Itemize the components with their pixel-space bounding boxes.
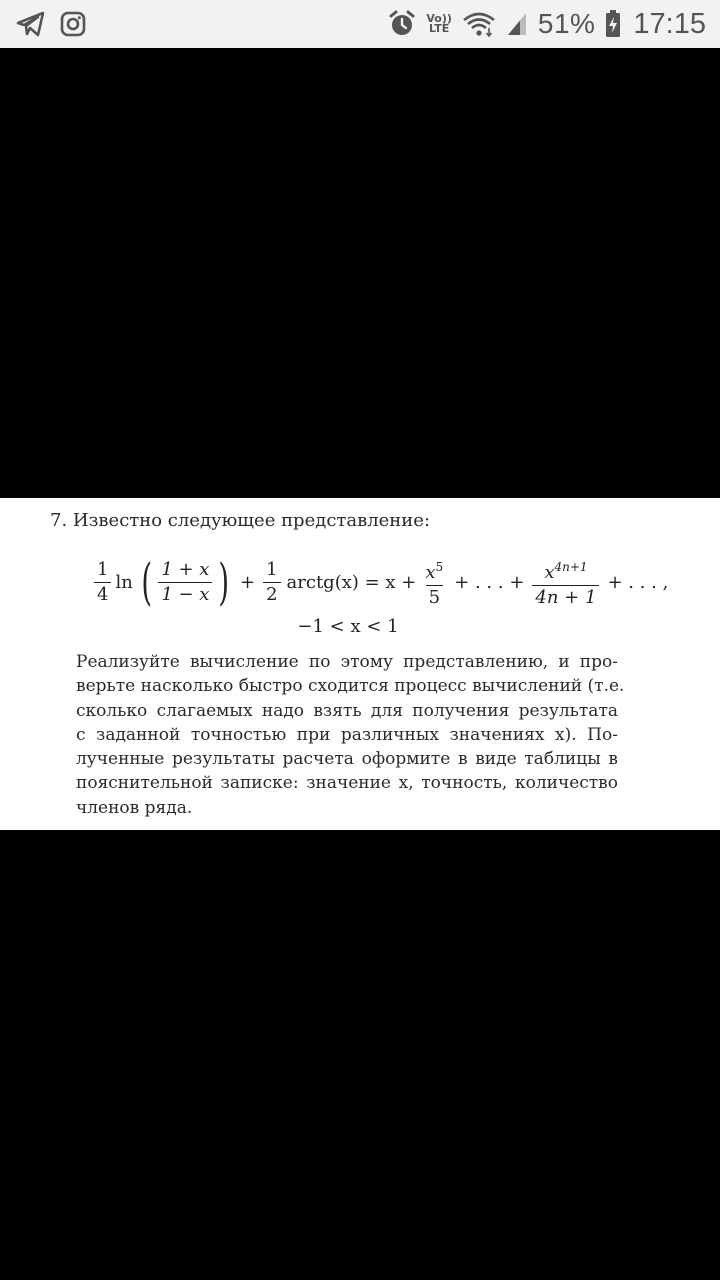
left-paren: ( bbox=[141, 553, 152, 611]
volte-top-label: Vo)) bbox=[426, 12, 452, 25]
right-paren: ) bbox=[218, 553, 230, 611]
fraction-denominator: 2 bbox=[263, 582, 280, 605]
task-paragraph bbox=[76, 650, 625, 820]
task-heading: 7. Известно следующее представление: bbox=[50, 510, 431, 531]
volte-bottom-label: LTE bbox=[429, 22, 450, 35]
ln-operator: ln bbox=[115, 571, 133, 593]
plus-sign: + bbox=[239, 571, 256, 593]
base-x: x bbox=[544, 561, 555, 583]
signal-icon bbox=[506, 11, 528, 37]
exponent: 4n+1 bbox=[554, 559, 588, 574]
fraction-numerator: 1 bbox=[266, 558, 278, 580]
paragraph-line: сколько слагаемых надо взять для получения результата bbox=[76, 700, 618, 721]
fraction-numerator bbox=[422, 557, 446, 585]
exponent: 5 bbox=[435, 559, 444, 574]
series-tail: + . . . , bbox=[607, 571, 669, 593]
status-bar bbox=[0, 0, 720, 48]
paragraph-line: лученные результаты расчета оформите в виде таблицы в bbox=[76, 749, 618, 770]
image-viewer[interactable] bbox=[0, 48, 720, 1280]
fraction-denominator: 4n + 1 bbox=[532, 585, 599, 608]
fraction-one-quarter bbox=[94, 560, 111, 605]
telegram-icon bbox=[16, 11, 46, 37]
arctg-term: arctg(x) = x + bbox=[286, 571, 417, 593]
battery-charging-icon bbox=[605, 10, 621, 38]
series-formula bbox=[92, 552, 674, 612]
paragraph-line: членов ряда. bbox=[76, 797, 193, 818]
paragraph-line: Реализуйте вычисление по этому представлению, и про- bbox=[76, 652, 618, 672]
ellipsis-terms: + . . . + bbox=[454, 571, 525, 593]
fraction-denominator: 5 bbox=[426, 585, 443, 608]
fraction-log-argument bbox=[158, 560, 212, 605]
base-x: x bbox=[425, 561, 436, 583]
fraction-numerator bbox=[541, 557, 590, 585]
fraction-one-half bbox=[263, 560, 280, 605]
paragraph-line: с заданной точностью при различных значениях x). По- bbox=[76, 724, 618, 745]
status-bar-left bbox=[16, 11, 86, 37]
clock: 17:15 bbox=[633, 7, 706, 40]
volte-indicator bbox=[426, 14, 452, 34]
fraction-denominator: 1 − x bbox=[158, 582, 212, 605]
fraction-numerator: 1 + x bbox=[161, 558, 210, 580]
domain-condition: −1 < x < 1 bbox=[297, 616, 399, 637]
status-bar-right bbox=[388, 8, 706, 41]
alarm-icon bbox=[388, 10, 416, 38]
wifi-icon bbox=[462, 10, 496, 38]
paragraph-line: верьте насколько быстро сходится процесс вычислений (т.е. bbox=[76, 676, 625, 697]
paragraph-line: пояснительной записке: значение x, точность, количество bbox=[76, 773, 618, 794]
fraction-x5-over-5 bbox=[422, 557, 446, 608]
fraction-numerator: 1 bbox=[97, 558, 109, 580]
document-image bbox=[0, 498, 720, 830]
fraction-general-term bbox=[532, 557, 599, 608]
instagram-icon bbox=[60, 11, 86, 37]
fraction-denominator: 4 bbox=[94, 582, 111, 605]
battery-percent: 51% bbox=[537, 8, 596, 39]
